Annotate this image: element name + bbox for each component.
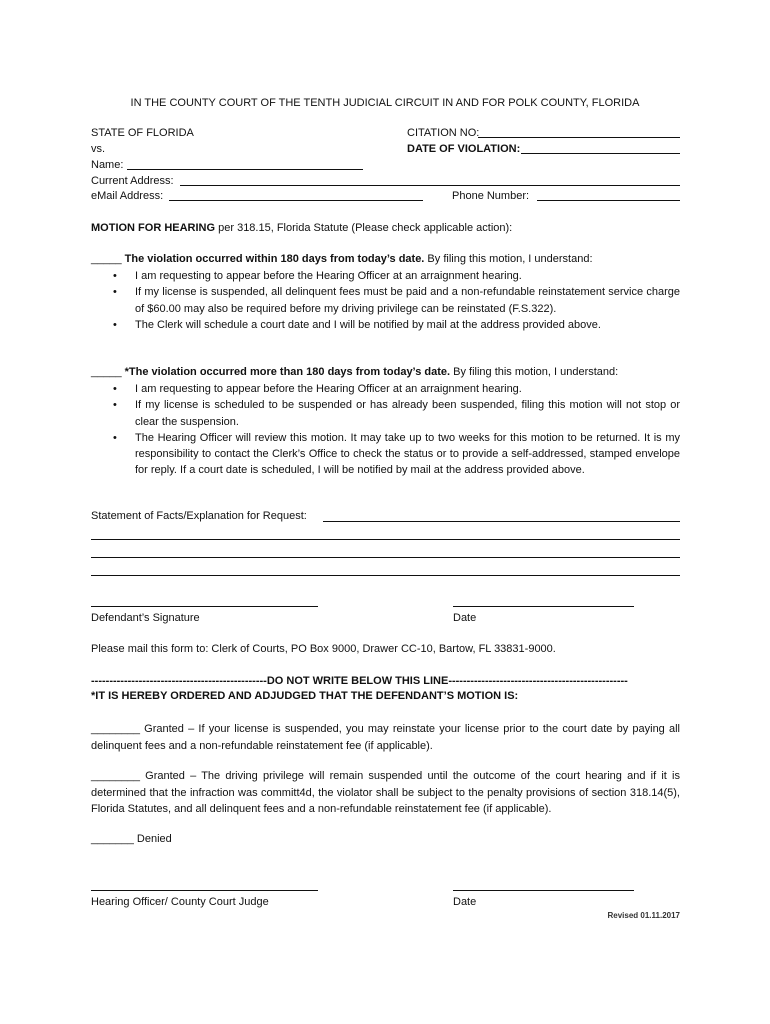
order-heading: *IT IS HEREBY ORDERED AND ADJUDGED THAT THE DEFENDANT’S MOTION IS:: [91, 690, 519, 702]
option2-line: [91, 365, 618, 379]
judge-signature-field[interactable]: [91, 890, 318, 891]
judge-signature-label: Hearing Officer/ County Court Judge: [91, 896, 269, 908]
statement-line[interactable]: [91, 575, 680, 576]
mail-to-text: Please mail this form to: Clerk of Courts, PO Box 9000, Drawer CC-10, Bartow, FL 33831-9000.: [91, 643, 556, 655]
email-label: eMail Address:: [91, 190, 164, 202]
statement-line[interactable]: [91, 539, 680, 540]
option2-checkbox[interactable]: _____: [91, 366, 122, 378]
granted1-checkbox[interactable]: ________: [91, 723, 140, 735]
motion-heading: [91, 221, 512, 235]
option1-bullets: [91, 268, 680, 333]
address-label: Current Address:: [91, 175, 174, 187]
granted2-text: Granted – The driving privilege will remain suspended until the outcome of the court hearing and if it is determined that the infraction was committ4d, the violator shall be subject to the penalty provisions of section 318.14(5), Florida Statutes, and all delinquent fees and a non-refundable reinstatement fee (if applicable).: [91, 770, 680, 815]
option1-intro: By filing this motion, I understand:: [424, 253, 593, 265]
option2-intro: By filing this motion, I understand:: [450, 366, 619, 378]
phone-label: Phone Number:: [452, 190, 530, 202]
list-item: • I am requesting to appear before the Hearing Officer at an arraignment hearing.: [91, 381, 680, 397]
order-denied: [91, 832, 172, 846]
defendant-signature-field[interactable]: [91, 606, 318, 607]
vs-label: vs.: [91, 143, 106, 155]
order-granted-1: [91, 721, 680, 754]
option1-title: The violation occurred within 180 days from today’s date.: [121, 253, 425, 265]
list-item: • I am requesting to appear before the Hearing Officer at an arraignment hearing.: [91, 268, 680, 284]
statement-label: Statement of Facts/Explanation for Request:: [91, 510, 307, 522]
address-field[interactable]: [180, 185, 680, 186]
option2-title: *The violation occurred more than 180 days from today’s date.: [121, 366, 451, 378]
defendant-date-field[interactable]: [453, 606, 634, 607]
list-item: • The Clerk will schedule a court date and I will be notified by mail at the address provided above.: [91, 317, 680, 333]
list-item: • If my license is scheduled to be suspended or has already been suspended, filing this motion will not stop or clear the suspension.: [91, 397, 680, 430]
statement-field[interactable]: [323, 521, 680, 522]
defendant-signature-label: Defendant’s Signature: [91, 612, 200, 624]
name-field[interactable]: [127, 169, 363, 170]
violation-date-field[interactable]: [521, 153, 680, 154]
citation-field[interactable]: [478, 137, 680, 138]
order-granted-2: [91, 768, 680, 818]
do-not-write-divider: ------------------------------------------------DO NOT WRITE BELOW THIS LINE-------------------------------------------------: [91, 675, 628, 687]
revised-date: Revised 01.11.2017: [607, 911, 680, 920]
motion-heading-rest: per 318.15, Florida Statute (Please check applicable action):: [215, 222, 513, 234]
name-label: Name:: [91, 159, 124, 171]
denied-text: Denied: [133, 833, 172, 845]
list-item: • The Hearing Officer will review this motion. It may take up to two weeks for this motion to be returned. It is my responsibility to contact the Clerk’s Office to check the status or to provide a self-addressed, stamped envelope for reply. If a court date is scheduled, I will be notified by mail at the address provided above.: [91, 430, 680, 479]
violation-date-label: DATE OF VIOLATION:: [407, 143, 521, 155]
option1-checkbox[interactable]: _____: [91, 253, 122, 265]
denied-checkbox[interactable]: _______: [91, 833, 134, 845]
court-title: IN THE COUNTY COURT OF THE TENTH JUDICIAL CIRCUIT IN AND FOR POLK COUNTY, FLORIDA: [130, 97, 640, 109]
statement-line[interactable]: [91, 557, 680, 558]
list-item: • If my license is suspended, all delinquent fees must be paid and a non-refundable reinstatement service charge of $60.00 may also be required before my driving privilege can be reinstated (F.S.322).: [91, 284, 680, 317]
granted1-text: Granted – If your license is suspended, you may reinstate your license prior to the court date by paying all delinquent fees and a non-refundable reinstatement fee (if applicable).: [91, 723, 680, 752]
option2-bullets: [91, 381, 680, 479]
citation-label: CITATION NO:: [407, 127, 480, 139]
judge-date-label: Date: [453, 896, 477, 908]
judge-date-field[interactable]: [453, 890, 634, 891]
defendant-date-label: Date: [453, 612, 477, 624]
email-field[interactable]: [169, 200, 423, 201]
phone-field[interactable]: [537, 200, 680, 201]
option1-line: [91, 252, 593, 266]
state-label: STATE OF FLORIDA: [91, 127, 194, 139]
motion-heading-bold: MOTION FOR HEARING: [91, 222, 216, 234]
granted2-checkbox[interactable]: ________: [91, 770, 140, 782]
